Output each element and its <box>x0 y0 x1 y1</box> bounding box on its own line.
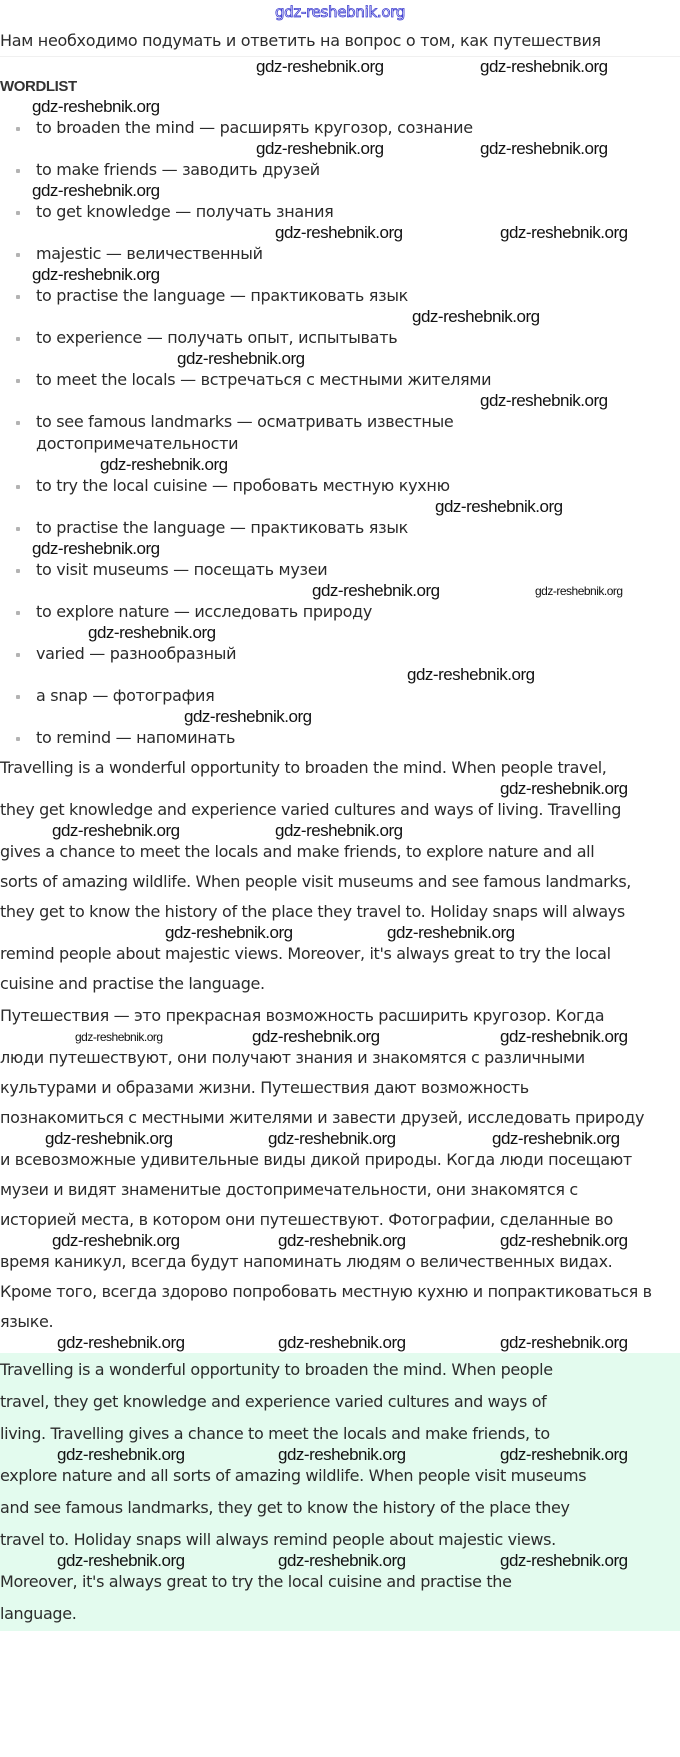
bullet-icon <box>16 253 20 257</box>
watermark: gdz-reshebnik.org <box>165 923 293 942</box>
watermark: gdz-reshebnik.org <box>480 57 608 76</box>
paragraph-line: Путешествия — это прекрасная возможность расширить кругозор. Когда <box>0 1006 605 1025</box>
watermark-row <box>0 1551 680 1571</box>
paragraph-line: познакомиться с местными жителями и завести друзей, исследовать природу <box>0 1108 645 1127</box>
watermark: gdz-reshebnik.org <box>407 665 535 684</box>
bullet-icon <box>16 737 20 741</box>
wordlist-item: to make friends — заводить друзей <box>0 159 680 181</box>
watermark: gdz-reshebnik.org <box>100 455 228 474</box>
english-paragraph <box>0 757 680 995</box>
watermark: gdz-reshebnik.org <box>184 707 312 726</box>
bullet-icon <box>16 653 20 657</box>
wordlist-item: to visit museums — посещать музеи <box>0 559 680 581</box>
paragraph-line: travel to. Holiday snaps will always remind people about majestic views. <box>0 1530 556 1549</box>
wordlist-cont <box>0 475 680 497</box>
wordlist-item: a snap — фотография <box>0 685 680 707</box>
watermark-row <box>0 1445 680 1465</box>
wordlist-cont <box>0 201 680 223</box>
paragraph-line: Travelling is a wonderful opportunity to broaden the mind. When people travel, <box>0 758 607 777</box>
paragraph-line: remind people about majestic views. Moreover, it's always great to try the local <box>0 944 611 963</box>
wordlist-item: to practise the language — практиковать язык <box>0 285 680 307</box>
paragraph-line: sorts of amazing wildlife. When people visit museums and see famous landmarks, <box>0 872 632 891</box>
watermark: gdz-reshebnik.org <box>387 923 515 942</box>
watermark-row <box>0 1231 680 1251</box>
paragraph-line: историей места, в котором они путешествуют. Фотографии, сделанные во <box>0 1210 613 1229</box>
watermark: gdz-reshebnik.org <box>435 497 563 516</box>
wordlist-cont <box>0 285 680 307</box>
wordlist-item: to remind — напоминать <box>0 727 680 749</box>
bullet-icon <box>16 337 20 341</box>
paragraph-line: Moreover, it's always great to try the local cuisine and practise the <box>0 1572 512 1591</box>
watermark: gdz-reshebnik.org <box>535 584 623 598</box>
highlighted-paragraph <box>0 1359 680 1625</box>
paragraph-line: cuisine and practise the language. <box>0 974 265 993</box>
watermark: gdz-reshebnik.org <box>500 1027 628 1046</box>
paragraph-line: and see famous landmarks, they get to know the history of the place they <box>0 1498 570 1517</box>
watermark-row <box>0 307 680 327</box>
watermark: gdz-reshebnik.org <box>252 1027 380 1046</box>
bullet-icon <box>16 485 20 489</box>
bullet-icon <box>16 421 20 425</box>
bullet-icon <box>16 211 20 215</box>
watermark: gdz-reshebnik.org <box>256 139 384 158</box>
wordlist-item: to see famous landmarks — осматривать известные <box>0 411 680 433</box>
bullet-icon <box>16 695 20 699</box>
bullet-icon <box>16 295 20 299</box>
watermark-row <box>0 539 680 559</box>
paragraph-line: Travelling is a wonderful opportunity to broaden the mind. When people <box>0 1360 553 1379</box>
paragraph-line: время каникул, всегда будут напоминать людям о величественных видах. <box>0 1252 613 1271</box>
site-logo-watermark: gdz-reshebnik.org <box>274 3 406 21</box>
wordlist-cont <box>0 685 680 707</box>
watermark: gdz-reshebnik.org <box>500 779 628 798</box>
wordlist-item: to get knowledge — получать знания <box>0 201 680 223</box>
wordlist-cont <box>0 369 680 391</box>
watermark: gdz-reshebnik.org <box>32 539 160 558</box>
watermark-row <box>0 707 680 727</box>
watermark: gdz-reshebnik.org <box>480 391 608 410</box>
wordlist-cont <box>0 643 680 665</box>
paragraph-line: they get knowledge and experience varied cultures and ways of living. Travelling <box>0 800 622 819</box>
watermark: gdz-reshebnik.org <box>32 181 160 200</box>
paragraph-line: gives a chance to meet the locals and make friends, to explore nature and all <box>0 842 595 861</box>
watermark: gdz-reshebnik.org <box>52 821 180 840</box>
wordlist-cont <box>0 327 680 349</box>
watermark: gdz-reshebnik.org <box>500 1551 628 1570</box>
wordlist-cont <box>0 517 680 539</box>
wordlist-cont <box>0 559 680 581</box>
watermark: gdz-reshebnik.org <box>268 1129 396 1148</box>
watermark-row <box>0 1333 680 1353</box>
watermark: gdz-reshebnik.org <box>57 1445 185 1464</box>
bullet-icon <box>16 169 20 173</box>
watermark-row <box>0 623 680 643</box>
watermark: gdz-reshebnik.org <box>88 623 216 642</box>
watermark: gdz-reshebnik.org <box>500 1445 628 1464</box>
bullet-icon <box>16 127 20 131</box>
wordlist-item: majestic — величественный <box>0 243 680 265</box>
watermark: gdz-reshebnik.org <box>256 57 384 76</box>
watermark: gdz-reshebnik.org <box>278 1551 406 1570</box>
watermark: gdz-reshebnik.org <box>500 223 628 242</box>
wordlist-item: to broaden the mind — расширять кругозор, сознание <box>0 117 680 139</box>
bullet-icon <box>16 527 20 531</box>
paragraph-line: языке. <box>0 1312 54 1331</box>
watermark-row <box>0 97 680 117</box>
watermark-row <box>0 665 680 685</box>
watermark: gdz-reshebnik.org <box>57 1333 185 1352</box>
watermark-row <box>0 1129 680 1149</box>
watermark: gdz-reshebnik.org <box>278 1333 406 1352</box>
bullet-icon <box>16 611 20 615</box>
watermark: gdz-reshebnik.org <box>480 139 608 158</box>
watermark: gdz-reshebnik.org <box>500 1231 628 1250</box>
watermark: gdz-reshebnik.org <box>312 581 440 600</box>
paragraph-line: they get to know the history of the place they travel to. Holiday snaps will always <box>0 902 625 921</box>
watermark-row <box>0 455 680 475</box>
watermark-row <box>0 1027 680 1047</box>
watermark-row <box>0 821 680 841</box>
watermark-row <box>0 581 680 601</box>
highlighted-answer-box <box>0 1353 680 1631</box>
wordlist-item: to experience — получать опыт, испытывать <box>0 327 680 349</box>
watermark: gdz-reshebnik.org <box>412 307 540 326</box>
paragraph-line: travel, they get knowledge and experience varied cultures and ways of <box>0 1392 547 1411</box>
wordlist-item: to practise the language — практиковать язык <box>0 517 680 539</box>
watermark-row <box>0 349 680 369</box>
watermark-row <box>0 779 680 799</box>
paragraph-line: культурами и образами жизни. Путешествия дают возможность <box>0 1078 529 1097</box>
watermark: gdz-reshebnik.org <box>45 1129 173 1148</box>
wordlist <box>0 117 680 139</box>
wordlist-item: to explore nature — исследовать природу <box>0 601 680 623</box>
bullet-icon <box>16 379 20 383</box>
wordlist-item: to meet the locals — встречаться с местными жителями <box>0 369 680 391</box>
wordlist-item: varied — разнообразный <box>0 643 680 665</box>
watermark: gdz-reshebnik.org <box>32 265 160 284</box>
watermark: gdz-reshebnik.org <box>52 1231 180 1250</box>
watermark: gdz-reshebnik.org <box>57 1551 185 1570</box>
watermark-row <box>0 223 680 243</box>
watermark: gdz-reshebnik.org <box>32 97 160 116</box>
paragraph-line: музеи и видят знаменитые достопримечательности, они знакомятся с <box>0 1180 578 1199</box>
russian-paragraph <box>0 1005 680 1353</box>
watermark-row <box>0 497 680 517</box>
watermark-row <box>0 265 680 285</box>
paragraph-line: explore nature and all sorts of amazing wildlife. When people visit museums <box>0 1466 587 1485</box>
wordlist-cont <box>0 601 680 623</box>
paragraph-line: language. <box>0 1604 77 1623</box>
wordlist-heading: WORDLIST <box>0 78 77 95</box>
paragraph-line: Кроме того, всегда здорово попробовать местную кухню и попрактиковаться в <box>0 1282 652 1301</box>
intro-text: Нам необходимо подумать и ответить на вопрос о том, как путешествия <box>0 31 601 50</box>
watermark-row <box>0 57 680 77</box>
watermark: gdz-reshebnik.org <box>278 1231 406 1250</box>
bullet-icon <box>16 569 20 573</box>
watermark-row <box>0 181 680 201</box>
wordlist-cont <box>0 159 680 181</box>
wordlist-cont <box>0 243 680 265</box>
paragraph-line: и всевозможные удивительные виды дикой природы. Когда люди посещают <box>0 1150 632 1169</box>
watermark: gdz-reshebnik.org <box>275 223 403 242</box>
wordlist-cont <box>0 727 680 749</box>
watermark: gdz-reshebnik.org <box>275 821 403 840</box>
watermark-row <box>0 391 680 411</box>
watermark-row <box>0 139 680 159</box>
paragraph-line: люди путешествуют, они получают знания и знакомятся с различными <box>0 1048 585 1067</box>
wordlist-item: to try the local cuisine — пробовать местную кухню <box>0 475 680 497</box>
wordlist-cont <box>0 411 680 455</box>
watermark: gdz-reshebnik.org <box>75 1030 163 1044</box>
watermark: gdz-reshebnik.org <box>278 1445 406 1464</box>
watermark: gdz-reshebnik.org <box>492 1129 620 1148</box>
wordlist-item-continuation: достопримечательности <box>36 434 239 453</box>
watermark-row <box>0 923 680 943</box>
watermark: gdz-reshebnik.org <box>500 1333 628 1352</box>
watermark: gdz-reshebnik.org <box>177 349 305 368</box>
paragraph-line: living. Travelling gives a chance to meet the locals and make friends, to <box>0 1424 550 1443</box>
